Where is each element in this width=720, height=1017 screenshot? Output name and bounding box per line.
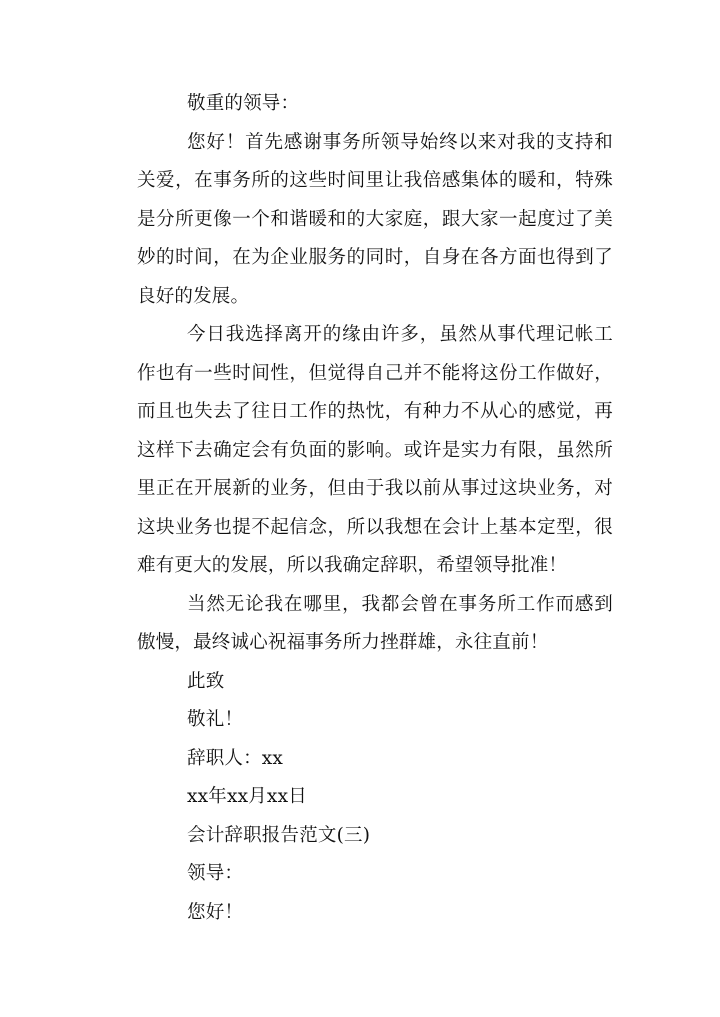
next-salutation: 领导：	[187, 863, 244, 884]
closing: 此致	[187, 670, 225, 692]
signer: 辞职人：xx	[187, 747, 284, 769]
next-section-title: 会计辞职报告范文(三)	[187, 824, 371, 846]
regards: 敬礼！	[187, 709, 244, 730]
paragraph-wishes: 当然无论我在哪里，我都会曾在事务所工作而感到傲慢，最终诚心祝福事务所力挫群雄，永往直前！	[137, 593, 613, 653]
paragraph-gratitude: 您好！首先感谢事务所领导始终以来对我的支持和关爱，在事务所的这些时间里让我倍感集体的暖和，特殊是分所更像一个和谐暖和的大家庭，跟大家一起度过了美妙的时间，在为企业服务的同时，自身在各方面也得到了良好的发展。	[137, 131, 613, 307]
salutation: 敬重的领导：	[187, 93, 300, 114]
letter-body	[137, 85, 613, 932]
next-greeting: 您好！	[187, 901, 244, 923]
date: xx年xx月xx日	[187, 786, 307, 807]
paragraph-reasons: 今日我选择离开的缘由许多，虽然从事代理记帐工作也有一些时间性，但觉得自己并不能将这份工作做好，而且也失去了往日工作的热忱，有种力不从心的感觉，再这样下去确定会有负面的影响。或许是实力有限，虽然所里正在开展新的业务，但由于我以前从事过这块业务，对这块业务也提不起信念，所以我想在会计上基本定型，很难有更大的发展，所以我确定辞职，希望领导批准！	[137, 324, 613, 576]
